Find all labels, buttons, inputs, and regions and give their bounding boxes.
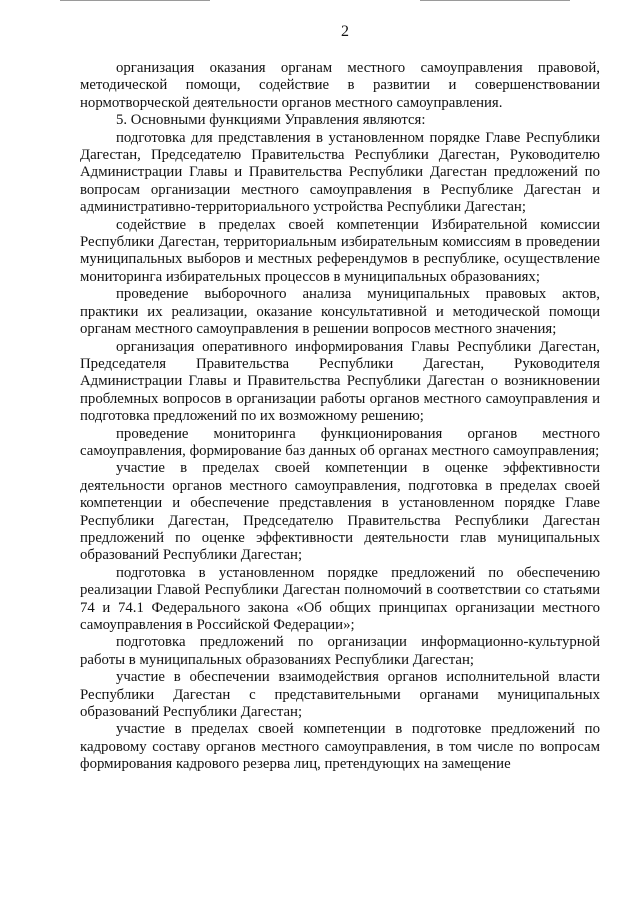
paragraph: организация оперативного информирования Главы Республики Дагестан, Председателя Правительства Республики Дагестан, Руководителя Администрации Главы и Правительства Республики Дагестан о возникновении проблемных вопросов в организации работы органов местного самоуправления и подготовка предложений по их возможному решению;: [80, 338, 600, 425]
paragraph: содействие в пределах своей компетенции Избирательной комиссии Республики Дагестан, территориальным избирательным комиссиям в проведении муниципальных выборов и местных референдумов в республике, осуществление мониторинга избирательных процессов в муниципальных образованиях;: [80, 216, 600, 285]
top-scan-line-left: [60, 0, 210, 1]
paragraph: проведение выборочного анализа муниципальных правовых актов, практики их реализации, оказание консультативной и методической помощи органам местного самоуправления в решении вопросов местного значения;: [80, 286, 600, 338]
paragraph: 5. Основными функциями Управления являются:: [116, 112, 426, 129]
paragraph: участие в обеспечении взаимодействия органов исполнительной власти Республики Дагестан с представительными органами муниципальных образований Республики Дагестан;: [80, 669, 600, 721]
paragraph: подготовка для представления в установленном порядке Главе Республики Дагестан, Председателю Правительства Республики Дагестан, Руководителю Администрации Главы и Правительства Республики Дагестан предложений по вопросам организации местного самоуправления в Республике Дагестан и административно-территориального устройства Республики Дагестан;: [80, 129, 600, 216]
paragraph: участие в пределах своей компетенции в подготовке предложений по кадровому составу органов местного самоуправления, в том числе по вопросам формирования кадрового резерва лиц, претендующих на замещение: [80, 721, 600, 773]
paragraph: подготовка предложений по организации информационно-культурной работы в муниципальных образованиях Республики Дагестан;: [80, 634, 600, 668]
paragraph: организация оказания органам местного самоуправления правовой, методической помощи, содействие в развитии и совершенствовании нормотворческой деятельности органов местного самоуправления.: [80, 60, 600, 111]
page-number: 2: [341, 23, 349, 40]
paragraph: проведение мониторинга функционирования органов местного самоуправления, формирование баз данных об органах местного самоуправления;: [80, 425, 600, 459]
paragraph: подготовка в установленном порядке предложений по обеспечению реализации Главой Республики Дагестан полномочий в соответствии со статьями 74 и 74.1 Федерального закона «Об общих принципах организации местного самоуправления в Российской Федерации»;: [80, 564, 600, 633]
paragraph: участие в пределах своей компетенции в оценке эффективности деятельности органов местного самоуправления, подготовка в пределах своей компетенции и обеспечение представления в установленном порядке Главе Республики Дагестан, Председателю Правительства Республики Дагестан предложений по оценке эффективности деятельности глав муниципальных образований Республики Дагестан;: [80, 460, 600, 564]
top-scan-line-right: [420, 0, 570, 1]
document-body: [80, 60, 600, 774]
